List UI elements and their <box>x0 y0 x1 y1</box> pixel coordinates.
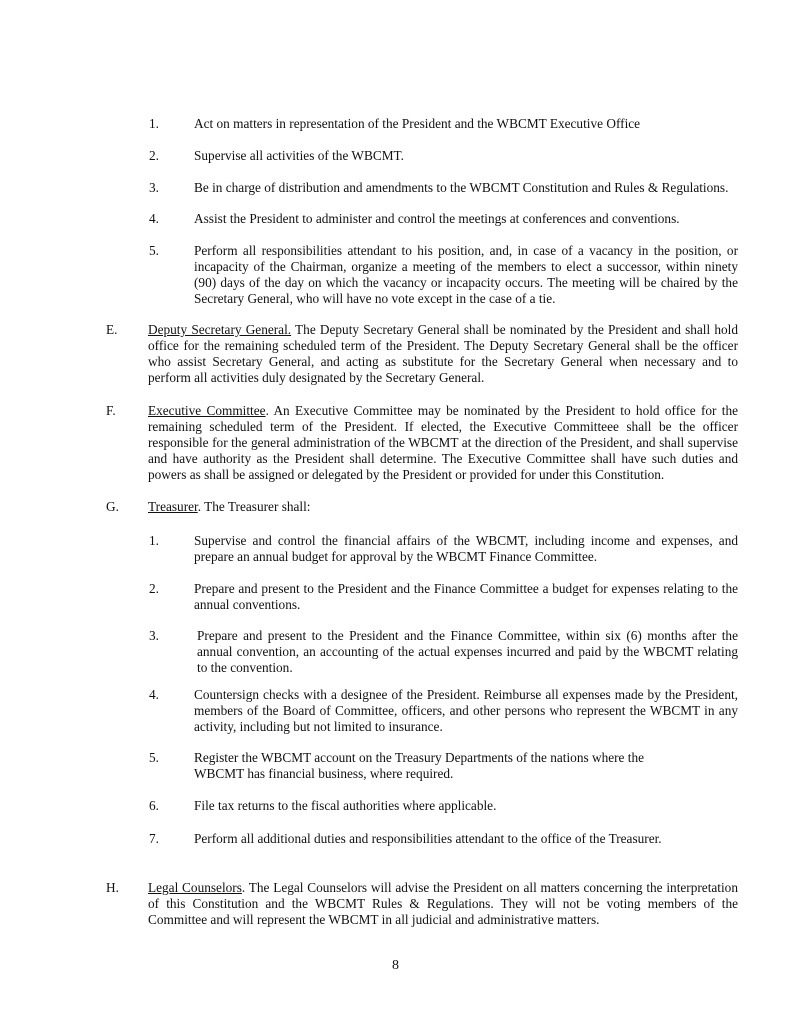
list-text: Be in charge of distribution and amendments to the WBCMT Constitution and Rules & Regulations. <box>194 180 729 195</box>
section-heading: Treasurer <box>148 499 198 514</box>
list-number: 6. <box>149 798 159 813</box>
section-text <box>148 499 738 515</box>
section-letter: H. <box>106 880 119 895</box>
list-number: 2. <box>149 581 159 596</box>
list-text: Register the WBCMT account on the Treasury Departments of the nations where the WBCMT has financial business, where required. <box>194 750 645 781</box>
list-text: Countersign checks with a designee of the President. Reimburse all expenses made by the President, members of the Board of Committee, officers, and other persons who represent the WBCMT in any activity, including but not limited to insurance. <box>194 687 738 734</box>
list-number: 1. <box>149 116 159 131</box>
list-number: 5. <box>149 243 159 258</box>
list-number: 5. <box>149 750 159 765</box>
list-number: 1. <box>149 533 159 548</box>
section-letter: E. <box>106 322 118 337</box>
section-letter: G. <box>106 499 119 514</box>
list-number: 3. <box>149 180 159 195</box>
list-text: Supervise all activities of the WBCMT. <box>194 148 405 163</box>
section-heading: Executive Committee <box>148 403 266 418</box>
list-text: Act on matters in representation of the President and the WBCMT Executive Office <box>194 116 641 131</box>
section-body: . An Executive Committee may be nominated by the President to hold office for the remaining scheduled term of the President. If elected, the Executive Committeee shall be the officer responsible for the general administration of the WBCMT at the direction of the President, and shall supervise and have authority as the President shall determine. The Executive Committee shall have such duties and powers as shall be assigned or delegated by the President or provided for under this Constitution. <box>148 403 738 482</box>
list-text: Assist the President to administer and control the meetings at conferences and conventions. <box>194 211 680 226</box>
list-number: 7. <box>149 831 159 846</box>
section-letter: F. <box>106 403 116 418</box>
list-number: 4. <box>149 211 159 226</box>
list-text: Supervise and control the financial affairs of the WBCMT, including income and expenses, and prepare an annual budget for approval by the WBCMT Finance Committee. <box>194 533 738 564</box>
section-text <box>148 322 738 386</box>
list-number: 2. <box>149 148 159 163</box>
list-number: 4. <box>149 687 159 702</box>
list-text: Prepare and present to the President and the Finance Committee, within six (6) months after the annual convention, an accounting of the actual expenses incurred and paid by the WBCMT relating to the convention. <box>197 628 738 675</box>
list-number: 3. <box>149 628 159 643</box>
list-text: File tax returns to the fiscal authorities where applicable. <box>194 798 497 813</box>
list-text: Perform all responsibilities attendant to his position, and, in case of a vacancy in the position, or incapacity of the Chairman, organize a meeting of the members to elect a successor, within ninety (90) days of the day on which the vacancy or incapacity occurs. The meeting will be chaired by the Secretary General, who will have no vote except in the case of a tie. <box>194 243 738 306</box>
list-text: Perform all additional duties and responsibilities attendant to the office of the Treasurer. <box>194 831 662 846</box>
section-body: The Deputy Secretary General shall be nominated by the President and shall hold office for the remaining scheduled term of the President. The Deputy Secretary General shall be the officer who assist Secretary General, and acting as substitute for the Secretary General when necessary and to perform all activities duly designated by the Secretary General. <box>148 322 739 385</box>
section-heading: Deputy Secretary General. <box>148 322 292 337</box>
section-body: . The Legal Counselors will advise the President on all matters concerning the interpretation of this Constitution and the WBCMT Rules & Regulations. They will not be voting members of the Committee and will represent the WBCMT in all judicial and administrative matters. <box>148 880 738 927</box>
section-text <box>148 880 738 928</box>
page-number: 8 <box>392 958 399 973</box>
list-text: Prepare and present to the President and the Finance Committee a budget for expenses relating to the annual conventions. <box>194 581 738 612</box>
section-body: . The Treasurer shall: <box>197 499 311 514</box>
section-heading: Legal Counselors <box>148 880 242 895</box>
section-text <box>148 403 738 483</box>
